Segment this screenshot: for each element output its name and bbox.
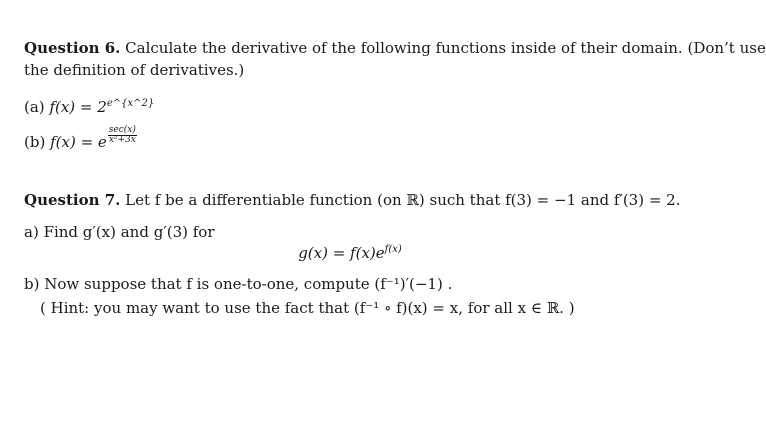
q6-part-b-label: (b) [24,133,46,151]
q7-intro-line [24,190,680,210]
q6-part-a-exponent: e^{x^2} [106,98,155,109]
q7-part-a-formula: g(x) = f(x)e [298,244,385,262]
q6-text-line-1: Calculate the derivative of the following functions inside of their domain. (Don’t use [125,39,766,57]
q7-part-a [24,222,680,242]
q7-part-a-text: a) Find g′(x) and g′(3) for [24,223,215,241]
q6-intro-line-2 [24,60,680,80]
q6-intro-line-1 [24,38,766,58]
q7-part-b-text: b) Now suppose that f is one-to-one, compute (f⁻¹)′(−1) . [24,275,453,293]
q6-text-line-2: the definition of derivatives.) [24,61,245,79]
q6-part-b [24,124,680,153]
q6-part-b-numerator: sec(x) [108,124,136,135]
q6-part-a-expr: f(x) = 2 [49,98,107,116]
q7-part-b [24,274,680,294]
q7-part-a-formula-line [0,240,700,263]
q7-hint: ( Hint: you may want to use the fact that (f⁻¹ ∘ f)(x) = x, for all x ∈ ℝ. ) [40,299,575,317]
q6-heading: Question 6. [24,39,121,57]
q6-part-a [24,94,680,117]
q6-part-b-expr: f(x) = e [50,133,107,151]
q7-part-a-formula-exponent: f(x) [384,244,402,255]
q7-heading: Question 7. [24,191,121,209]
q6-part-a-label: (a) [24,98,45,116]
q6-part-b-denominator: x²+3x [108,134,136,145]
q7-text-line-1: Let f be a differentiable function (on ℝ) such that f(3) = −1 and f′(3) = 2. [125,191,681,209]
q7-hint-line [40,298,680,318]
q6-part-b-exponent-fraction [108,126,137,145]
